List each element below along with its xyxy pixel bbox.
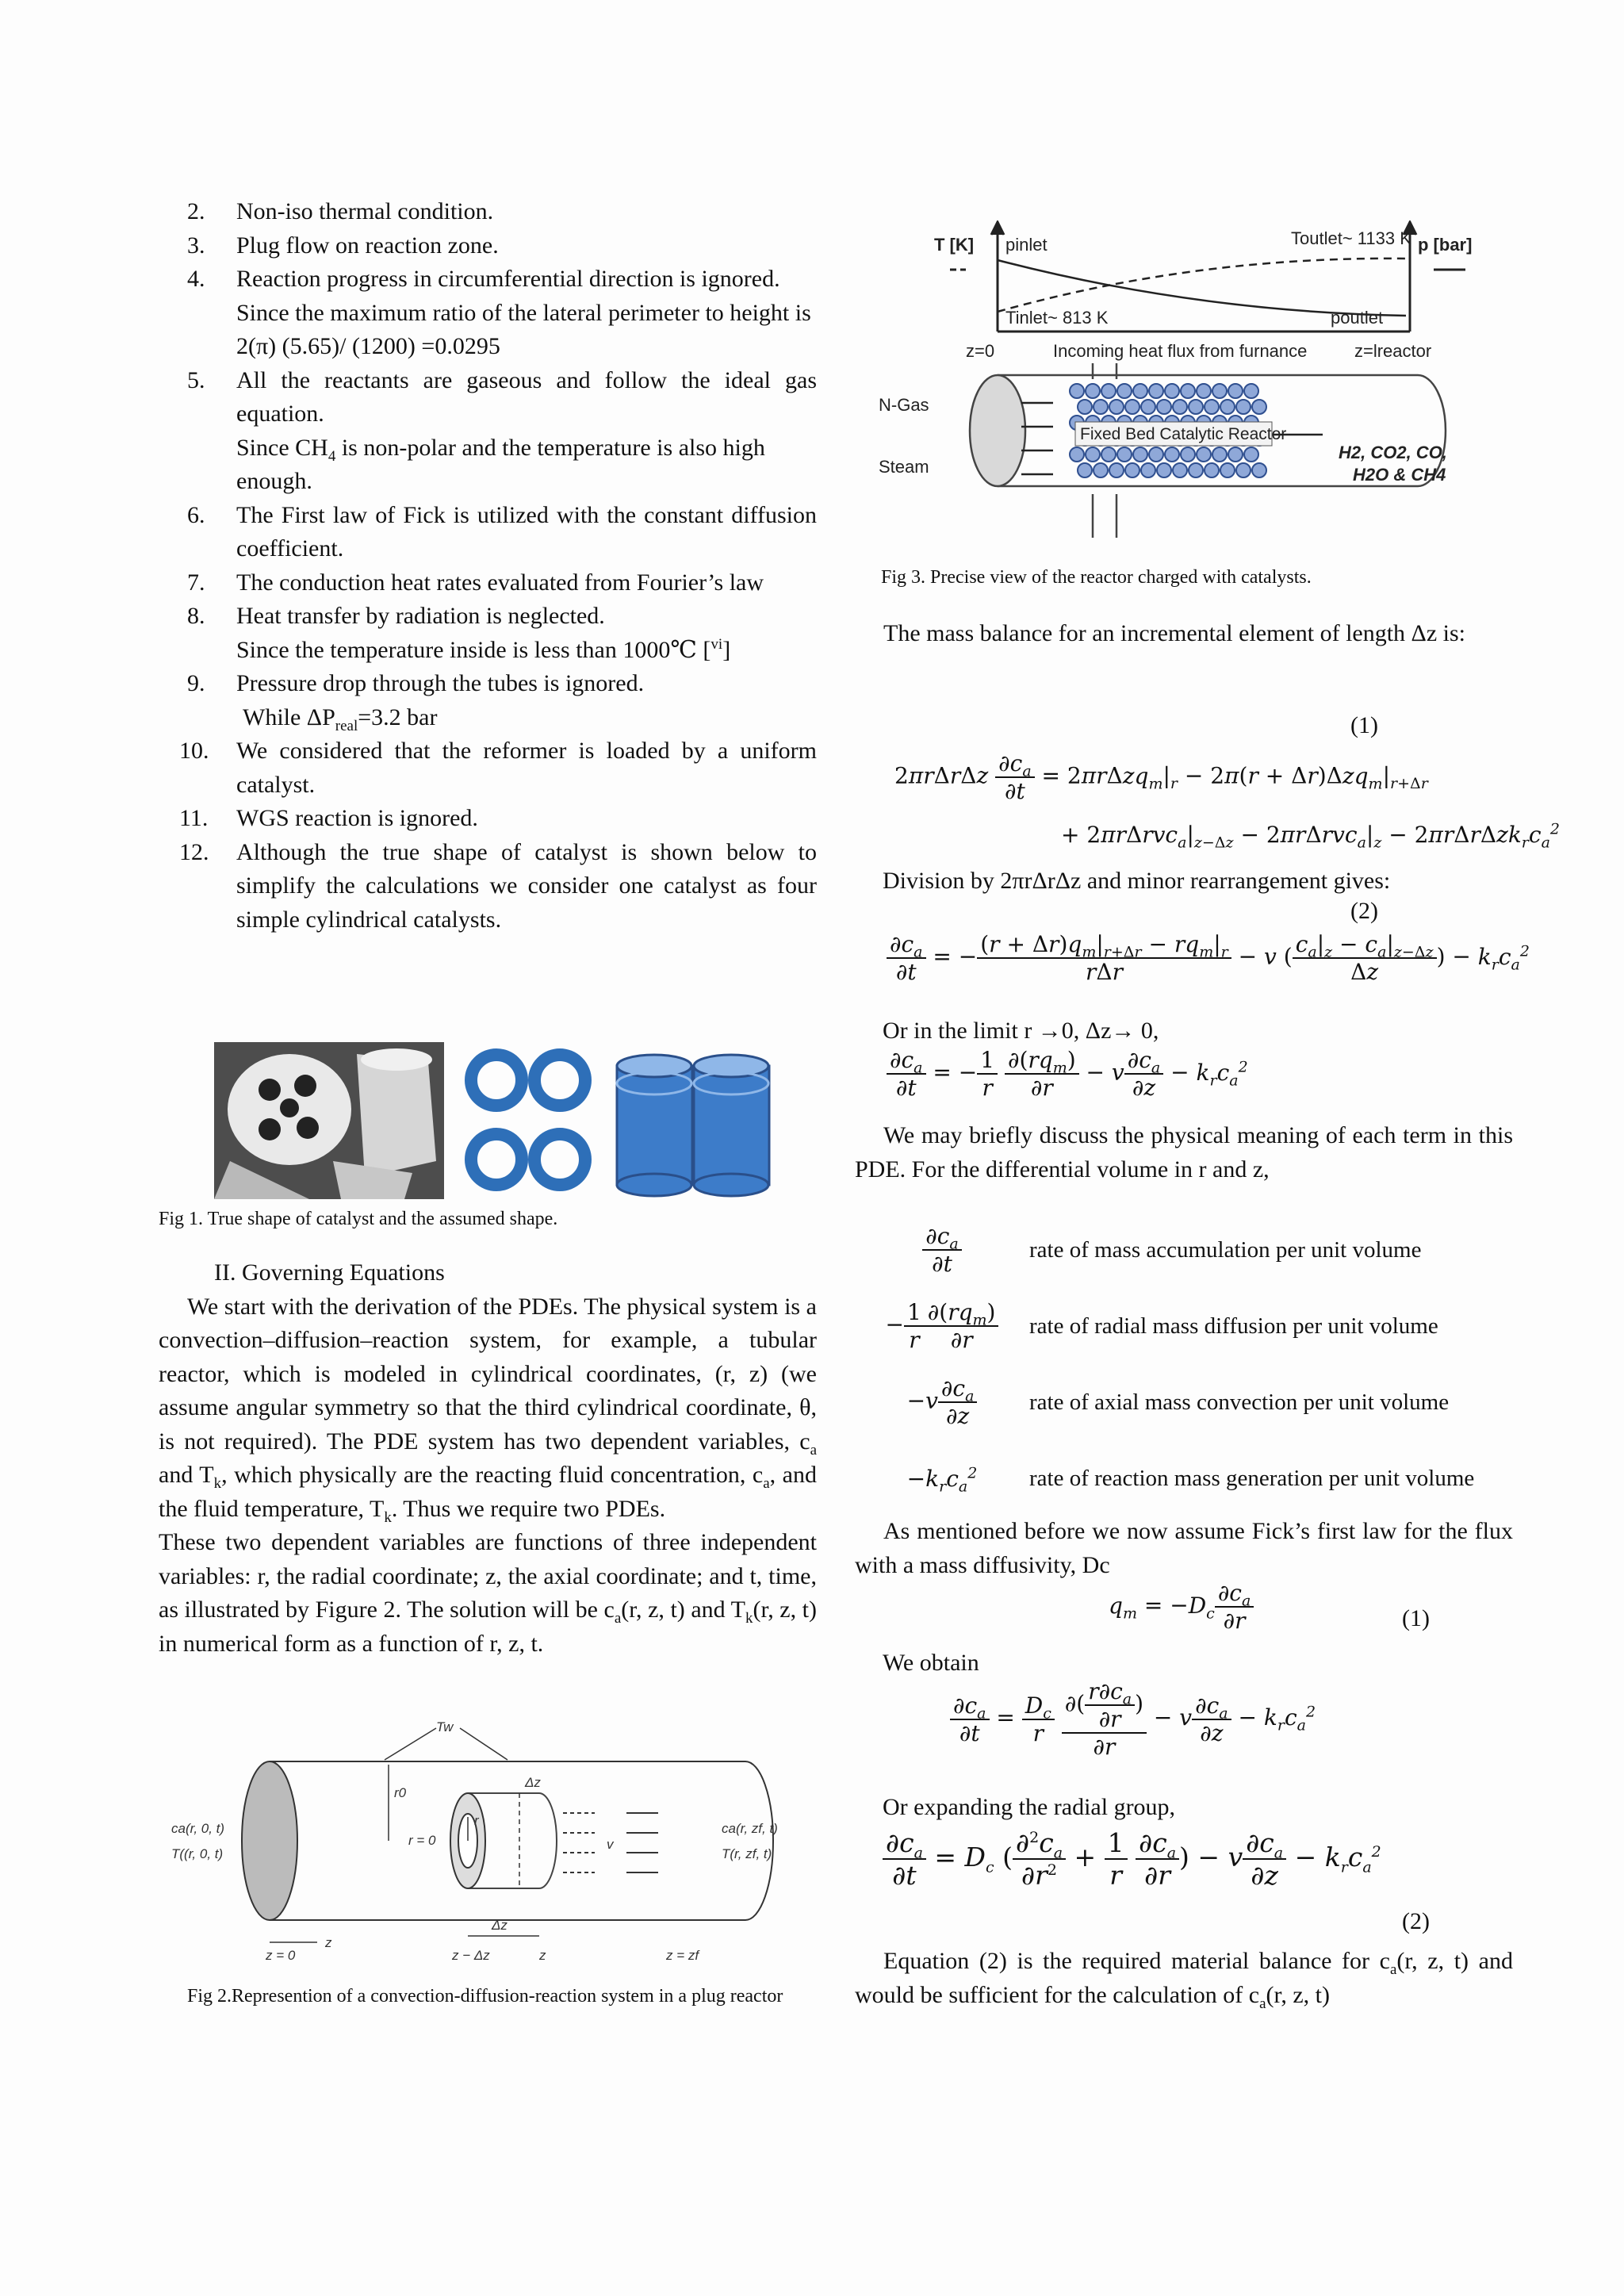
list-text: The conduction heat rates evaluated from Fourier’s law xyxy=(236,569,764,596)
catalyst-bead xyxy=(1133,447,1147,462)
equation-fick: $q_m = -D_c$ $\frac{\partial c_a}{\partial r}$ xyxy=(1109,1580,1254,1634)
paragraph-variables: These two dependent variables are functions of three independent variables: r, the radial coordinate; z, the axial coordinate; and t, time, as illustrated by Figure 2. The solution will be $c_a(r$, z, t) and $T_k(r$, z, t) in numerical form as a function of r, z, t. xyxy=(159,1529,817,1657)
list-text: Reaction progress in circumferential direction is ignored. xyxy=(236,266,780,292)
eq2-number: (2) xyxy=(1350,898,1378,924)
fig3-label-t-inlet: Tinlet~ 813 K xyxy=(1005,308,1109,328)
list-number: 12. xyxy=(179,838,209,865)
list-number: 6. xyxy=(187,501,205,528)
paragraph-mass-balance: The mass balance for an incremental element of length Δz is: xyxy=(883,620,1466,646)
catalyst-bead xyxy=(1149,447,1163,462)
catalyst-bead xyxy=(1070,384,1084,398)
fig2-diagram xyxy=(159,1722,817,1960)
catalyst-bead xyxy=(1189,400,1203,414)
catalyst-bead xyxy=(1189,463,1203,477)
equation-final: $\frac{\partial c_a}{\partial t}$ = $D_c$ ( $\frac{\partial^2c_a}{\partial r^2}$ + $\frac{1}{r}$ $\frac{\partial c_a}{\partial r}$ ) − v $\frac{\partial c_a}{\partial z}$ − $k_rc_a^2$ xyxy=(883,1827,1381,1891)
fig3-diagram xyxy=(879,220,1497,546)
catalyst-bead xyxy=(1141,400,1155,414)
fig2-label-zf: z = zf xyxy=(666,1948,699,1960)
catalyst-bead xyxy=(1117,384,1132,398)
fig3-label-z-length: z=lreactor xyxy=(1354,341,1432,361)
paragraph-governing: We start with the derivation of the PDEs. The physical system is a convection–diffusion–reaction system, for example, a tubular reactor, which is modeled in cylindrical coordinates, (r, z) (we assume angular symmetry so that the third cylindrical coordinate, θ, is not required). The PDE system has two dependent variables, $c_a$ and $T_k$, which physically are the reacting fluid concentration, $c_a$, and the fluid temperature, $T_k$. Thus we require two PDEs. xyxy=(159,1293,817,1526)
fig3-label-p-inlet: pinlet xyxy=(1005,235,1048,255)
catalyst-bead xyxy=(1228,447,1243,462)
fig2-label-z: z xyxy=(539,1948,546,1960)
catalyst-bead xyxy=(1165,384,1179,398)
fig2-label-tw: Tw xyxy=(436,1722,454,1734)
catalyst-bead xyxy=(1133,384,1147,398)
assumed-rings-figure xyxy=(462,1042,596,1203)
equation-rearranged: $\frac{\partial c_a}{\partial t}$ = − $\frac{(r + \Delta r)q_m|_{r+\Delta r} - rq_m|_r}{\text{rΔr}}$ − v ( $\frac{c_a|_z - c_a|_{z-\Delta z}}{\Delta z}$ ) − $k_rc_a^2$ xyxy=(887,931,1530,985)
fig2-label-ca-out: ca(r, zf, t) xyxy=(722,1821,778,1836)
catalyst-bead xyxy=(1165,447,1179,462)
catalyst-bead xyxy=(1220,400,1235,414)
fig2-label-r: r xyxy=(474,1813,479,1828)
list-number: 5. xyxy=(187,366,205,393)
catalyst-bead xyxy=(1078,463,1092,477)
catalyst-bead xyxy=(1212,447,1227,462)
list-number: 8. xyxy=(187,603,205,629)
catalyst-bead xyxy=(1236,400,1251,414)
list-number: 10. xyxy=(179,738,209,764)
term-row-reaction: $-k_rc_a^2$ rate of reaction mass generation per unit volume xyxy=(906,1464,1475,1496)
list-text: All the reactants are gaseous and follow the ideal gas equation. xyxy=(236,366,817,427)
catalyst-bead xyxy=(1070,447,1084,462)
fig1-caption: Fig 1. True shape of catalyst and the assumed shape. xyxy=(159,1209,558,1229)
list-item-note: Since the maximum ratio of the lateral perimeter to height is 2(π) (5.65)/ (1200) =0.0295 xyxy=(236,299,811,359)
catalyst-bead xyxy=(1157,463,1171,477)
equation-limit: $\frac{\partial c_a}{\partial t}$ = − $\frac{1}{r}$ $\frac{\partial(rq_m)}{\partial r}$ − v $\frac{\partial c_a}{\partial z}$ − $k_rc_a^2$ xyxy=(887,1047,1248,1101)
catalyst-bead xyxy=(1205,463,1219,477)
list-item-note: Since $CH_4$ is non-polar and the temperature is also high enough. xyxy=(236,434,765,494)
fig3-caption: Fig 3. Precise view of the reactor charged with catalysts. xyxy=(881,567,1312,588)
term-row-convection: −v $\frac{\partial c_a}{\partial z}$ rate of axial mass convection per unit volume xyxy=(906,1375,1450,1429)
catalyst-bead xyxy=(1157,400,1171,414)
fig2-label-t-in: T((r, 0, t) xyxy=(171,1846,224,1861)
catalyst-bead xyxy=(1109,400,1124,414)
fig3-label-z0: z=0 xyxy=(966,341,995,361)
list-text: Pressure drop through the tubes is ignored. xyxy=(236,670,645,696)
list-item xyxy=(159,195,817,229)
catalyst-bead xyxy=(1094,463,1108,477)
fig2-label-dz: Δz xyxy=(525,1775,541,1790)
list-number: 11. xyxy=(179,805,209,831)
assumed-cylinders-figure xyxy=(611,1042,777,1203)
catalyst-bead xyxy=(1228,384,1243,398)
fig2-label-v: v xyxy=(607,1837,614,1852)
catalyst-bead xyxy=(1181,384,1195,398)
catalyst-bead xyxy=(1173,463,1187,477)
fig3-label-ngas: N-Gas xyxy=(879,395,929,415)
we-obtain-text: We obtain xyxy=(883,1650,979,1676)
list-text: WGS reaction is ignored. xyxy=(236,805,478,831)
list-text: Although the true shape of catalyst is shown below to simplify the calculations we consider one catalyst as four simple cylindrical catalysts. xyxy=(236,838,817,933)
list-item xyxy=(159,802,817,836)
list-text: The First law of Fick is utilized with the constant diffusion coefficient. xyxy=(236,501,817,562)
list-number: 9. xyxy=(187,670,205,696)
list-item xyxy=(159,566,817,600)
fig3-label-steam: Steam xyxy=(879,457,929,477)
list-item xyxy=(159,836,817,937)
catalyst-bead xyxy=(1141,463,1155,477)
fig2-label-z-minus-dz: z − Δz xyxy=(452,1948,490,1960)
term-row-accumulation: $\frac{\partial c_a}{\partial t}$ rate of mass accumulation per unit volume xyxy=(855,1212,1513,1288)
list-number: 7. xyxy=(187,569,205,596)
catalyst-bead xyxy=(1244,447,1258,462)
catalyst-bead xyxy=(1086,384,1100,398)
equation-mass-balance-1: 2πrΔrΔz $\frac{\partial c_a}{\partial t}$ = $2\pi r\Delta zq_m|_r - 2\pi(r + \Delta r)\Delta zq_m|_{r+\Delta r}$ xyxy=(894,750,1428,804)
fig2-label-dz-bottom: Δz xyxy=(492,1918,508,1933)
list-item xyxy=(159,229,817,263)
catalyst-bead xyxy=(1086,447,1100,462)
list-number: 3. xyxy=(187,232,205,259)
catalyst-bead xyxy=(1109,463,1124,477)
list-item xyxy=(159,667,817,701)
catalyst-bead xyxy=(1117,447,1132,462)
list-number: 4. xyxy=(187,266,205,292)
assumption-list xyxy=(159,195,817,937)
fig3-label-p-outlet: poutlet xyxy=(1331,308,1384,328)
fig3-label-t-outlet: Toutlet~ 1133 K xyxy=(1291,228,1411,248)
eq-final-number: (2) xyxy=(1402,1908,1430,1934)
paragraph-final: Equation (2) is the required material balance for $c_a(r$, z, t) and would be sufficient for the calculation of $c_a(r$, z, t) xyxy=(855,1948,1513,2012)
list-text: Non-iso thermal condition. xyxy=(236,198,494,224)
fig2-caption: Fig 2.Represention of a convection-diffusion-reaction system in a plug reactor xyxy=(187,1986,783,2007)
list-text: Plug flow on reaction zone. xyxy=(236,232,499,259)
catalyst-bead xyxy=(1125,400,1139,414)
term-row-diffusion: − $\frac{1}{r}$ $\frac{\partial(rq_m)}{\partial r}$ rate of radial mass diffusion per unit volume xyxy=(885,1299,1438,1353)
list-item xyxy=(159,263,817,297)
section-heading: II. Governing Equations xyxy=(214,1259,445,1286)
catalyst-bead xyxy=(1220,463,1235,477)
catalyst-bead xyxy=(1149,384,1163,398)
eq1-number: (1) xyxy=(1350,712,1378,738)
equation-obtained: $\frac{\partial c_a}{\partial t}$ = $\frac{D_c}{r}$ ∂( $\frac{r\partial c_a}{\partial r}$ ) ∂r − v $\frac{\partial c_a}{\partial z}$ − $k_rc_a^2$ xyxy=(950,1678,1316,1760)
eq-fick-number: (1) xyxy=(1402,1605,1430,1631)
fig3-label-heat-flux: Incoming heat flux from furnance xyxy=(1053,341,1308,361)
fig2-label-r0: r0 xyxy=(394,1785,407,1800)
paragraph-physical-meaning: We may briefly discuss the physical meaning of each term in this PDE. For the differential volume in r and z, xyxy=(855,1122,1513,1182)
catalyst-photo xyxy=(214,1042,444,1199)
catalyst-bead xyxy=(1212,384,1227,398)
list-item-note: While $\Delta P_{real}=3.2$ bar xyxy=(243,703,438,734)
fig3-label-p-axis: p [bar] xyxy=(1418,235,1473,255)
catalyst-bead xyxy=(1101,384,1116,398)
term-table xyxy=(855,1212,1513,1516)
fig3-label-products-1: H2, CO2, CO, xyxy=(1339,443,1447,462)
list-text: We considered that the reformer is loaded by a uniform catalyst. xyxy=(236,738,817,798)
fig2-label-t-out: T(r, zf, t) xyxy=(722,1846,772,1861)
catalyst-bead xyxy=(1205,400,1219,414)
catalyst-bead xyxy=(1078,400,1092,414)
list-item-note: Since the temperature inside is less than 1000℃ [$^{vi}$] xyxy=(236,635,731,663)
catalyst-bead xyxy=(1197,384,1211,398)
list-item xyxy=(159,499,817,566)
list-item xyxy=(159,364,817,431)
catalyst-bead xyxy=(1101,447,1116,462)
fig3-label-t-axis: T [K] xyxy=(934,235,975,255)
catalyst-bead xyxy=(1181,447,1195,462)
fig2-label-ca-in: ca(r, 0, t) xyxy=(171,1821,225,1836)
expanding-text: Or expanding the radial group, xyxy=(883,1794,1176,1820)
limit-text: Or in the limit r →0, Δz→ 0, xyxy=(883,1018,1159,1044)
list-item xyxy=(159,734,817,802)
list-text: Heat transfer by radiation is neglected. xyxy=(236,603,605,629)
list-number: 2. xyxy=(187,198,205,224)
catalyst-bead xyxy=(1252,400,1266,414)
catalyst-bead xyxy=(1125,463,1139,477)
fig1-images xyxy=(214,1042,785,1199)
catalyst-bead xyxy=(1252,463,1266,477)
fig2-label-z-axis: z xyxy=(325,1935,332,1950)
list-item xyxy=(159,600,817,634)
fig3-label-products-2: H2O & CH4 xyxy=(1353,465,1446,485)
fig2-label-r-eq-0: r = 0 xyxy=(408,1833,436,1848)
catalyst-bead xyxy=(1094,400,1108,414)
fig3-label-reactor: Fixed Bed Catalytic Reactor xyxy=(1080,425,1287,443)
left-column xyxy=(159,195,817,2007)
fig2-label-z0: z = 0 xyxy=(266,1948,296,1960)
catalyst-bead xyxy=(1197,447,1211,462)
division-text: Division by 2πrΔrΔz and minor rearrangement gives: xyxy=(883,868,1391,894)
catalyst-bead xyxy=(1236,463,1251,477)
equation-mass-balance-2: + $2\pi r\Delta rvc_a|_{z-\Delta z} - 2\pi r\Delta rvc_a|_z - 2\pi r\Delta r\Delta zk_rc_a^2$ xyxy=(1061,820,1560,852)
catalyst-bead xyxy=(1173,400,1187,414)
catalyst-bead xyxy=(1244,384,1258,398)
paragraph-fick: As mentioned before we now assume Fick’s first law for the flux with a mass diffusivity, Dc xyxy=(855,1518,1513,1578)
